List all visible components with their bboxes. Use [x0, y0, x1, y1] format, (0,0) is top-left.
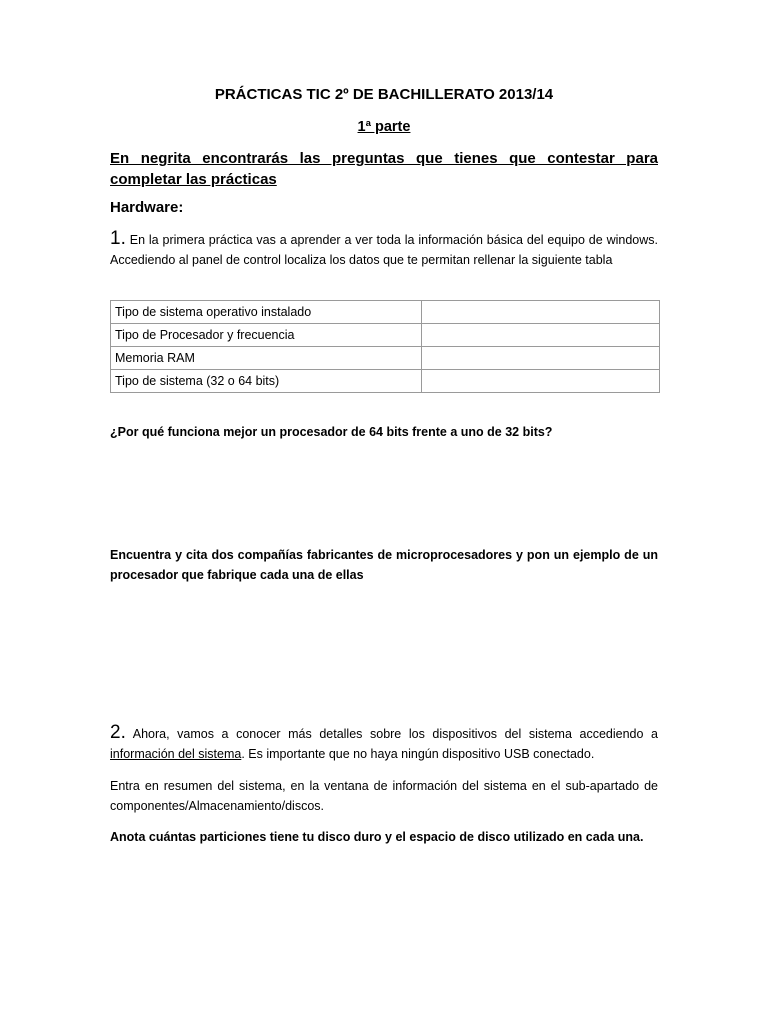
part-title: 1ª parte [357, 119, 411, 135]
table-row [111, 301, 660, 324]
section-heading-hardware: Hardware: [110, 199, 184, 216]
question-processor-64: ¿Por qué funciona mejor un procesador de 64 bits frente a uno de 32 bits? [110, 425, 553, 439]
table-row [111, 324, 660, 347]
question-1-text: En la primera práctica vas a aprender a ver toda la información básica del equipo de windows. Accediendo al panel de control localiza los datos que te permitan rellenar la siguiente tabla [110, 233, 658, 267]
system-info-table [110, 300, 660, 393]
table-cell-answer[interactable] [422, 324, 660, 347]
table-cell-label: Tipo de sistema operativo instalado [111, 301, 422, 324]
question-2-text-after: . Es importante que no haya ningún dispositivo USB conectado. [241, 746, 595, 761]
table-cell-label: Tipo de sistema (32 o 64 bits) [111, 370, 422, 393]
table-cell-answer[interactable] [422, 347, 660, 370]
table-cell-label: Tipo de Procesador y frecuencia [111, 324, 422, 347]
question-1-number: 1. [110, 228, 126, 249]
system-info-link[interactable]: información del sistema [110, 746, 242, 761]
table-row [111, 370, 660, 393]
intro-text: En negrita encontrarás las preguntas que tienes que contestar para completar las prácticas [110, 150, 658, 188]
table-row [111, 347, 660, 370]
document-title: PRÁCTICAS TIC 2º DE BACHILLERATO 2013/14 [214, 86, 554, 103]
question-2-paragraph [110, 723, 658, 764]
question-1-paragraph [110, 229, 658, 270]
question-2-text-before: Ahora, vamos a conocer más detalles sobre los dispositivos del sistema accediendo a [132, 727, 658, 741]
table-cell-answer[interactable] [422, 301, 660, 324]
table-cell-label: Memoria RAM [111, 347, 422, 370]
question-2-number: 2. [110, 722, 126, 743]
summary-paragraph: Entra en resumen del sistema, en la ventana de información del sistema en el sub-apartado de componentes/Almacenamiento/discos. [110, 779, 658, 813]
table-cell-answer[interactable] [422, 370, 660, 393]
partitions-question: Anota cuántas particiones tiene tu disco duro y el espacio de disco utilizado en cada una. [110, 830, 644, 844]
question-manufacturers: Encuentra y cita dos compañías fabricantes de microprocesadores y pon un ejemplo de un procesador que fabrique cada una de ellas [110, 548, 658, 582]
